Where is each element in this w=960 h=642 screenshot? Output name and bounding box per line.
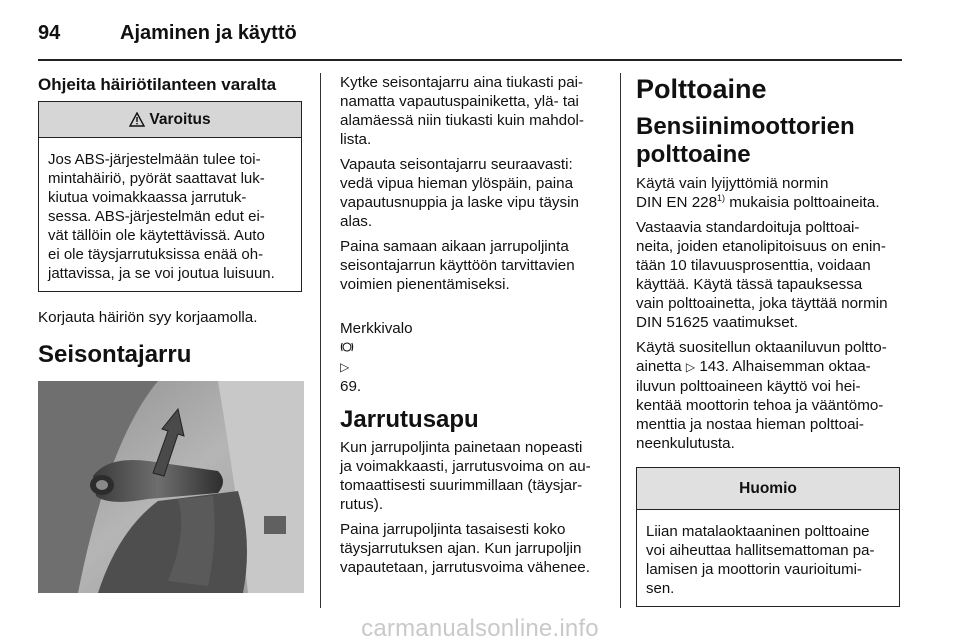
warning-triangle-icon xyxy=(129,112,145,127)
paragraph-text: Käytä vain lyijyttömiä normin DIN EN 228 xyxy=(636,175,829,211)
header-divider xyxy=(38,59,902,61)
page-reference-icon: ▷ xyxy=(685,360,696,374)
paragraph: Kun jarrupoljinta painetaan nopeasti ja voimakkaasti, jarrutusvoima on au- tomaattisesti suurimmillaan (täysjar- rutus). xyxy=(340,439,591,513)
note-text: Liian matalaoktaaninen polttoaine voi aiheuttaa hallitsemattoman pa- lamisen ja moottorin vaurioitumi- sen. xyxy=(646,523,875,597)
page-header xyxy=(38,22,918,50)
subheading-petrol-fuel: Bensiinimoottorien polttoaine xyxy=(636,113,855,168)
paragraph: Korjauta häiriön syy korjaamolla. xyxy=(38,309,258,326)
reference-page[interactable]: 143 xyxy=(699,358,725,375)
paragraph: Paina samaan aikaan jarrupoljinta seisontajarrun käyttöön tarvittavien voimien pienentämiseksi. xyxy=(340,238,575,293)
warning-box xyxy=(38,101,302,292)
column-divider xyxy=(620,73,621,608)
section-heading-fuel: Polttoaine xyxy=(636,74,767,104)
warning-text: Jos ABS-järjestelmään tulee toi- mintahäiriö, pyörät saattavat luk- kiutua voimakkaassa jarrutuk- sessa. ABS-järjestelmän edut ei- vät tällöin ole käytettävissä. Auto ei ole täysjarrutuksissa enää oh- jattavissa, ja se voi joutua luisuun. xyxy=(48,151,275,282)
paragraph: Kytke seisontajarru aina tiukasti pai- namatta vapautuspainiketta, ylä- tai alamäessä niin tiukasti kuin mahdol- lista. xyxy=(340,74,584,148)
page-reference-icon: ▷ xyxy=(340,360,350,374)
cross-reference xyxy=(340,300,608,396)
column-divider xyxy=(320,73,321,608)
section-heading-brake-assist: Jarrutusapu xyxy=(340,406,479,433)
brake-warning-lamp-icon xyxy=(340,340,354,354)
footnote-marker: 1) xyxy=(717,192,726,203)
paragraph-text: . Alhaisemman oktaa- iluvun polttoaineen käyttö voi hei- kentää moottorin tehoa ja vääntömo- menttia ja nostaa hieman polttoai- neenkulutusta. xyxy=(636,358,884,452)
section-heading-troubleshooting: Ohjeita häiriötilanteen varalta xyxy=(38,75,277,94)
reference-page[interactable]: 69. xyxy=(340,378,362,395)
warning-title: Varoitus xyxy=(149,111,211,128)
column-middle xyxy=(340,73,608,583)
parking-brake-lever-image xyxy=(38,381,304,593)
paragraph: Vastaavia standardoituja polttoai- neita, joiden etanolipitoisuus on enin- tään 10 tilavuusprosenttia, voidaan käyttää. Käytä tässä tapauksessa vain polttoainetta, joka täyttää normin DIN 51625 vaatimukset. xyxy=(636,219,888,331)
note-box-header xyxy=(637,468,899,510)
paragraph xyxy=(636,338,902,453)
reference-text: Merkkivalo xyxy=(340,320,413,337)
warning-box-header xyxy=(39,102,301,138)
paragraph: Paina jarrupoljinta tasaisesti koko täysjarrutuksen ajan. Kun jarrupoljin vapautetaan, jarrutusvoima vähenee. xyxy=(340,521,590,576)
paragraph-text: mukaisia polttoaineita. xyxy=(725,194,880,211)
paragraph: Vapauta seisontajarru seuraavasti: vedä vipua hieman ylöspäin, paina vapautusnuppia ja laske vipu täysin alas. xyxy=(340,156,579,230)
page-number: 94 xyxy=(38,22,61,44)
section-heading-parking-brake: Seisontajarru xyxy=(38,341,192,368)
column-left xyxy=(38,73,304,593)
note-title: Huomio xyxy=(739,480,797,497)
paragraph-text: Käytä suositellun oktaaniluvun poltto- ainetta xyxy=(636,339,887,375)
note-box xyxy=(636,467,900,607)
watermark: carmanualsonline.info xyxy=(361,615,599,642)
page-title: Ajaminen ja käyttö xyxy=(120,22,297,44)
column-right xyxy=(636,73,902,623)
paragraph xyxy=(636,174,902,212)
